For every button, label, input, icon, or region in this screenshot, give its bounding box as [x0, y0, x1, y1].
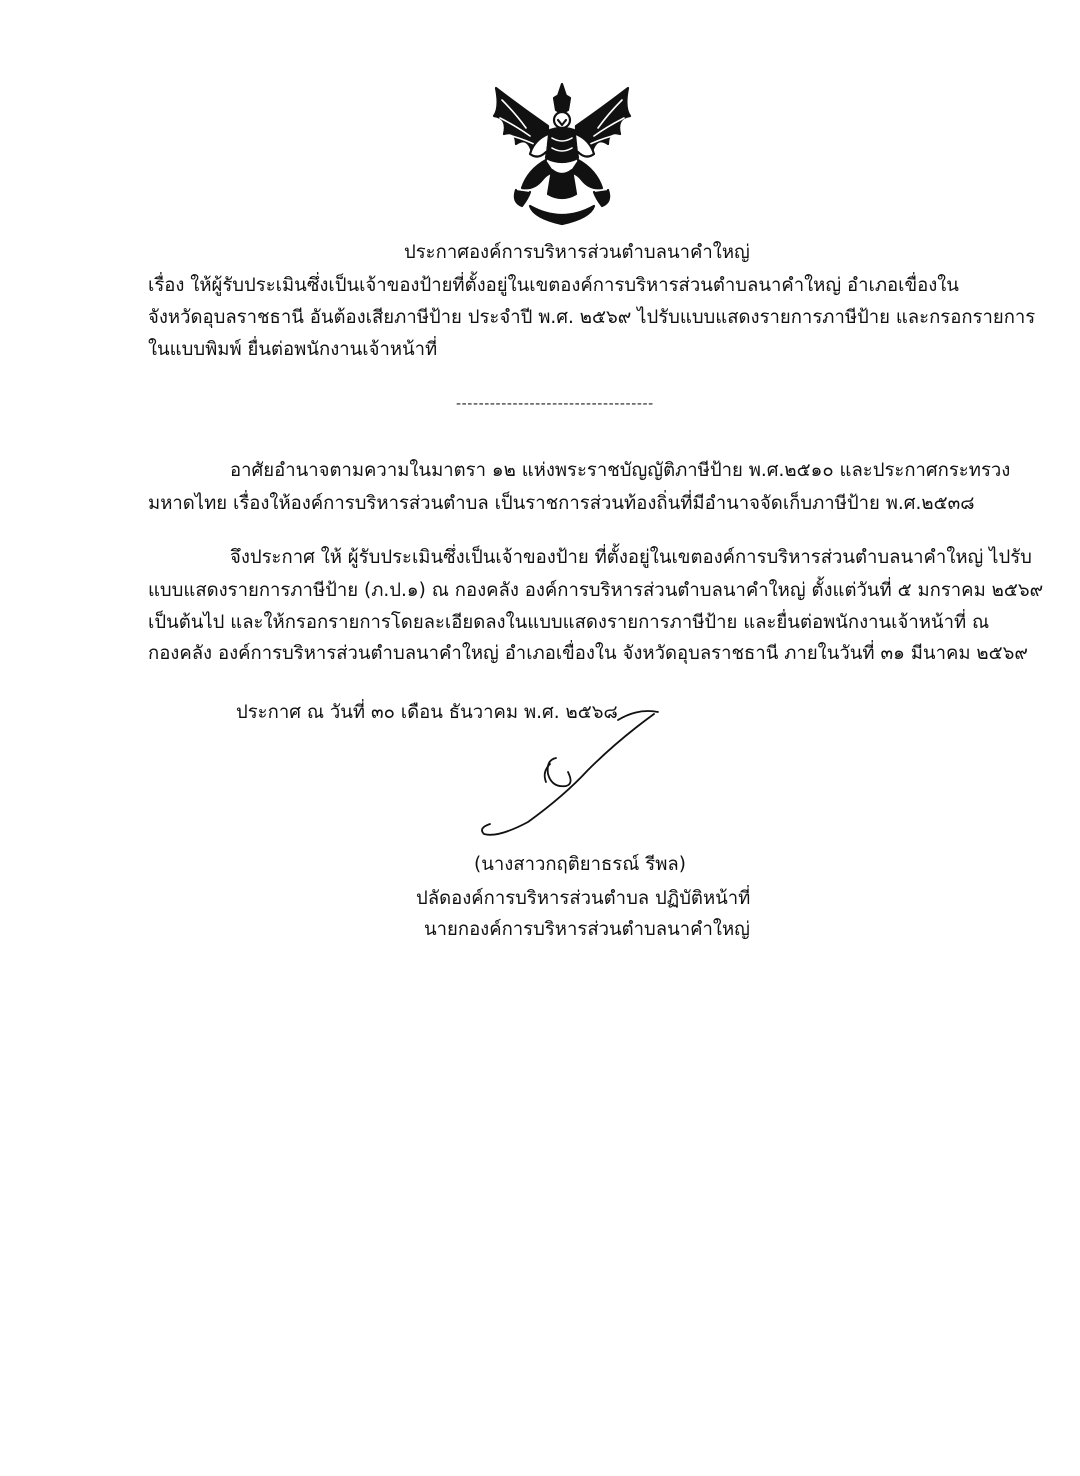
paragraph-1-line-1: อาศัยอำนาจตามความในมาตรา ๑๒ แห่งพระราชบัญญัติภาษีป้าย พ.ศ.๒๕๑๐ และประกาศกระทรวง: [230, 460, 1011, 481]
garuda-emblem-icon: [482, 78, 642, 230]
paragraph-2-line-3: เป็นต้นไป และให้กรอกรายการโดยละเอียดลงในแบบแสดงรายการภาษีป้าย และยื่นต่อพนักงานเจ้าหน้าที่ ณ: [148, 612, 990, 633]
announcement-date: ประกาศ ณ วันที่ ๓๐ เดือน ธันวาคม พ.ศ. ๒๕๖๘: [236, 702, 618, 723]
paragraph-2-line-2: แบบแสดงรายการภาษีป้าย (ภ.ป.๑) ณ กองคลัง องค์การบริหารส่วนตำบลนาคำใหญ่ ตั้งแต่วันที่ ๕ มกราคม ๒๕๖๙: [148, 580, 1044, 601]
signer-position-line-2: นายกองค์การบริหารส่วนตำบลนาคำใหญ่: [424, 919, 750, 940]
subject-line-3: ในแบบพิมพ์ ยื่นต่อพนักงานเจ้าหน้าที่: [148, 339, 438, 360]
signer-position-line-1: ปลัดองค์การบริหารส่วนตำบล ปฏิบัติหน้าที่: [416, 888, 751, 909]
paragraph-2-line-4: กองคลัง องค์การบริหารส่วนตำบลนาคำใหญ่ อำเภอเขื่องใน จังหวัดอุบลราชธานี ภายในวันที่ ๓๑ มีนาคม ๒๕๖๙: [148, 643, 1028, 664]
subject-line-1: เรื่อง ให้ผู้รับประเมินซึ่งเป็นเจ้าของป้ายที่ตั้งอยู่ในเขตองค์การบริหารส่วนตำบลนาคำใหญ่ อำเภอเขื่องใน: [148, 275, 959, 296]
handwritten-signature: [468, 700, 668, 840]
signer-name: (นางสาวกฤติยาธรณ์ รีพล): [474, 854, 686, 875]
paragraph-1-line-2: มหาดไทย เรื่องให้องค์การบริหารส่วนตำบล เป็นราชการส่วนท้องถิ่นที่มีอำนาจจัดเก็บภาษีป้าย พ.ศ.๒๕๓๘: [148, 493, 975, 514]
subject-line-2: จังหวัดอุบลราชธานี อันต้องเสียภาษีป้าย ประจำปี พ.ศ. ๒๕๖๙ ไปรับแบบแสดงรายการภาษีป้าย และกรอกรายการ: [148, 307, 1036, 328]
paragraph-2-line-1: จึงประกาศ ให้ ผู้รับประเมินซึ่งเป็นเจ้าของป้าย ที่ตั้งอยู่ในเขตองค์การบริหารส่วนตำบลนาคำใหญ่ ไปรับ: [230, 547, 1032, 568]
announcement-heading: ประกาศองค์การบริหารส่วนตำบลนาคำใหญ่: [404, 242, 750, 263]
section-separator: -----------------------------------: [456, 396, 654, 412]
